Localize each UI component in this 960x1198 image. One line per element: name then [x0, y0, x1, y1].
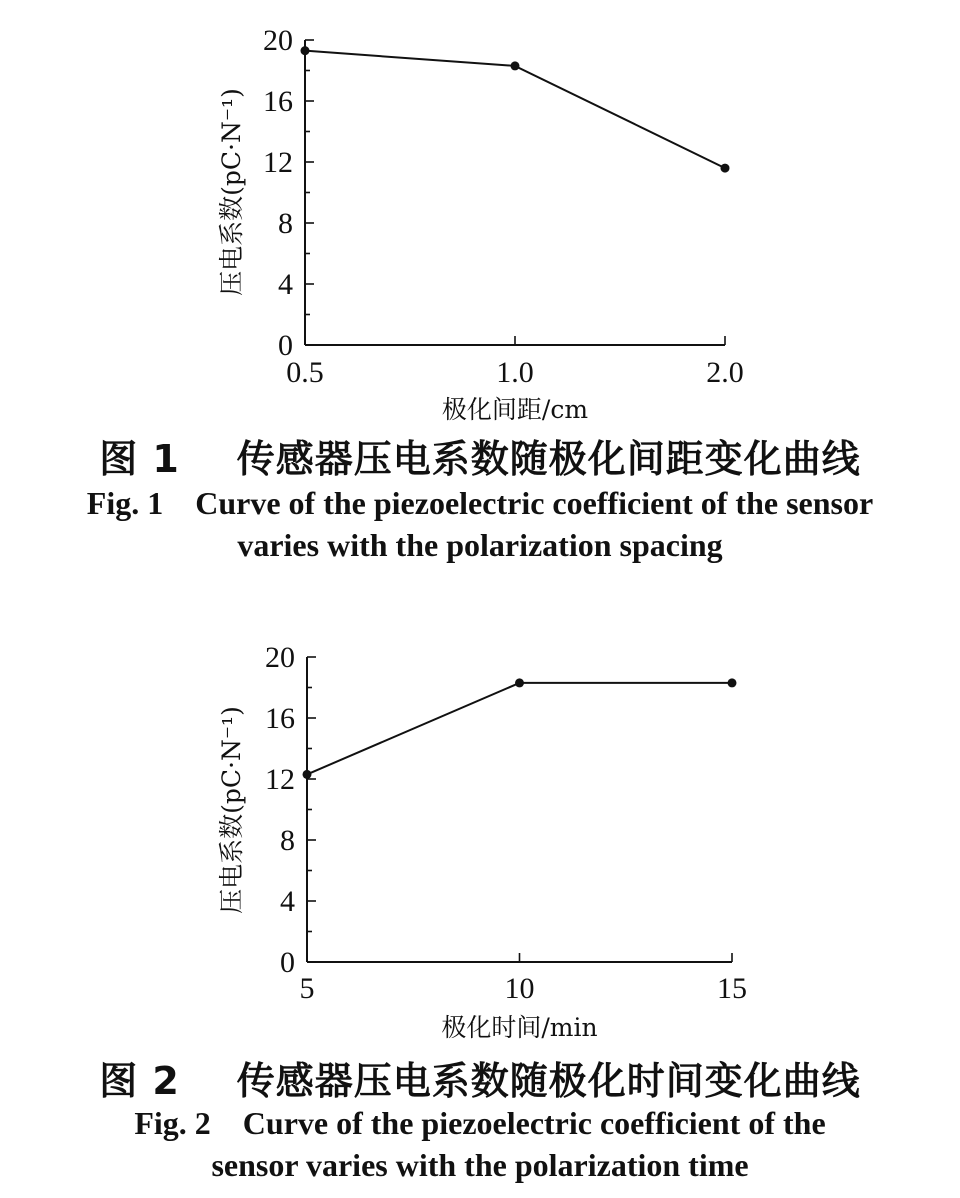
x-tick-label: 1.0 [496, 356, 534, 389]
y-tick-label: 8 [278, 207, 293, 240]
x-tick-label: 10 [504, 972, 535, 1005]
y-tick-label: 12 [263, 146, 293, 179]
data-point [303, 770, 312, 779]
caption-en-1: Fig. 1 Curve of the piezoelectric coefficient of the sensor varies with the polarization spacing [86, 485, 874, 563]
chart-1 [0, 0, 960, 430]
chart-2 [0, 600, 960, 1040]
data-point [721, 164, 730, 173]
caption-cn-1: 图 1 传感器压电系数随极化间距变化曲线 [99, 437, 861, 481]
y-tick-label: 20 [263, 24, 293, 57]
y-tick-label: 8 [280, 824, 295, 857]
data-point [301, 46, 310, 55]
x-axis-title: 极化间距/cm [441, 395, 589, 424]
data-point [728, 678, 737, 687]
x-axis-title: 极化时间/min [441, 1013, 598, 1040]
caption-cn-2: 图 2 传感器压电系数随极化时间变化曲线 [99, 1059, 861, 1103]
x-tick-label: 0.5 [286, 356, 324, 389]
series-line [307, 683, 732, 775]
y-tick-label: 12 [265, 763, 295, 796]
data-point [515, 678, 524, 687]
x-tick-label: 15 [717, 972, 747, 1005]
y-tick-label: 4 [278, 268, 293, 301]
y-tick-label: 0 [278, 329, 293, 362]
y-axis-title: 压电系数(pC·N⁻¹) [217, 706, 246, 914]
y-tick-label: 16 [263, 85, 293, 118]
x-tick-label: 5 [299, 972, 315, 1005]
y-axis-title: 压电系数(pC·N⁻¹) [217, 88, 246, 296]
y-tick-label: 20 [265, 641, 295, 674]
figure-1 [0, 0, 960, 580]
y-tick-label: 16 [265, 702, 295, 735]
x-tick-label: 2.0 [706, 356, 744, 389]
data-point [511, 61, 520, 70]
caption-en-2: Fig. 2 Curve of the piezoelectric coefficient of the sensor varies with the polarization time [134, 1105, 826, 1183]
y-tick-label: 0 [280, 946, 295, 979]
y-tick-label: 4 [280, 885, 295, 918]
figure-2 [0, 600, 960, 1198]
